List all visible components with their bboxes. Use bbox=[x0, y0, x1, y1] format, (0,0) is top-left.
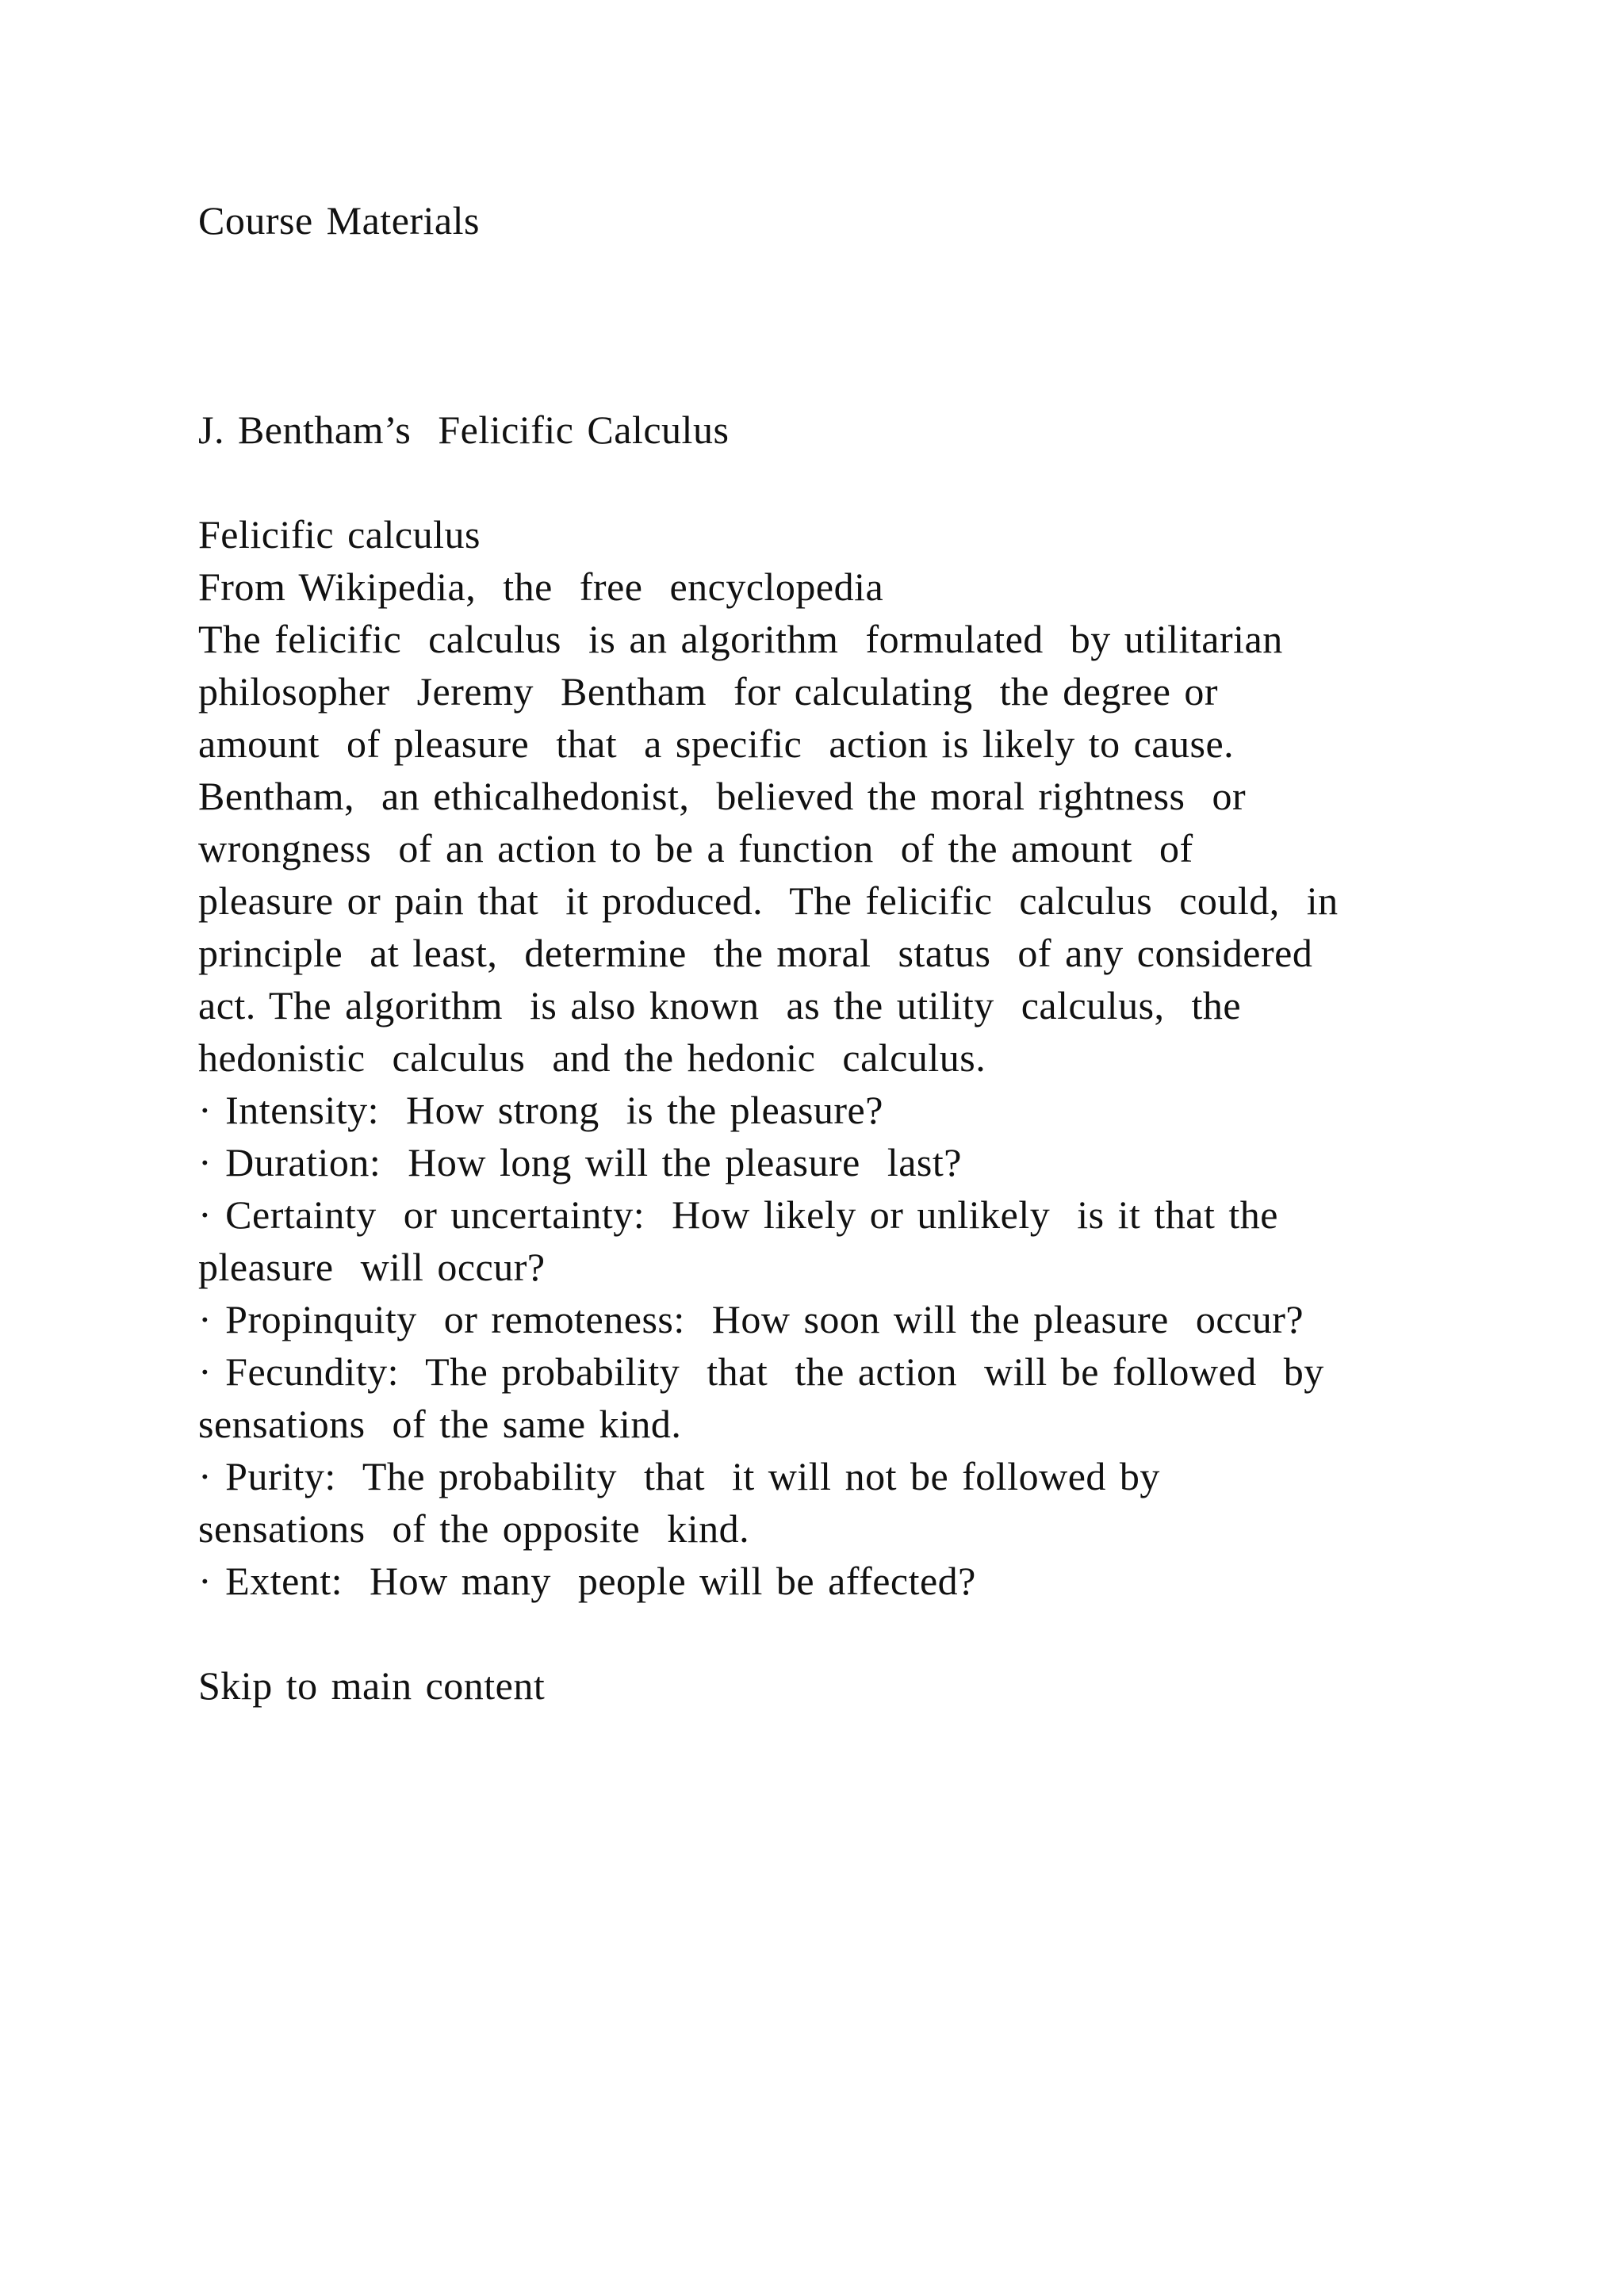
bullet-purity-cont: sensations of the opposite kind. bbox=[198, 1506, 750, 1551]
bullet-certainty: · Certainty or uncertainty: How likely or unlikely is it that the bbox=[198, 1192, 1278, 1237]
bullet-propinquity: · Propinquity or remoteness: How soon will the pleasure occur? bbox=[198, 1297, 1304, 1341]
skip-to-main-content-link[interactable]: Skip to main content bbox=[198, 1663, 546, 1708]
source-line: From Wikipedia, the free encyclopedia bbox=[198, 564, 884, 609]
bullet-fecundity: · Fecundity: The probability that the action will be followed by bbox=[198, 1349, 1324, 1394]
body-line: The felicific calculus is an algorithm formulated by utilitarian bbox=[198, 617, 1283, 661]
bullet-intensity: · Intensity: How strong is the pleasure? bbox=[198, 1088, 883, 1132]
bullet-certainty-cont: pleasure will occur? bbox=[198, 1245, 546, 1289]
body-line: philosopher Jeremy Bentham for calculating the degree or bbox=[198, 669, 1219, 714]
article-title: Felicific calculus bbox=[198, 512, 481, 557]
bullet-purity: · Purity: The probability that it will not be followed by bbox=[198, 1454, 1160, 1498]
body-line: Bentham, an ethicalhedonist, believed the moral rightness or bbox=[198, 774, 1247, 818]
course-materials-heading: Course Materials bbox=[198, 198, 480, 243]
bullet-fecundity-cont: sensations of the same kind. bbox=[198, 1402, 682, 1446]
section-title: J. Bentham’s Felicific Calculus bbox=[198, 408, 730, 452]
body-line: hedonistic calculus and the hedonic calculus. bbox=[198, 1035, 986, 1080]
body-line: pleasure or pain that it produced. The felicific calculus could, in bbox=[198, 878, 1339, 923]
body-line: act. The algorithm is also known as the utility calculus, the bbox=[198, 983, 1242, 1027]
bullet-extent: · Extent: How many people will be affected? bbox=[198, 1559, 976, 1603]
bullet-duration: · Duration: How long will the pleasure last? bbox=[198, 1140, 962, 1184]
body-line: principle at least, determine the moral status of any considered bbox=[198, 931, 1313, 975]
body-line: amount of pleasure that a specific action is likely to cause. bbox=[198, 721, 1235, 766]
body-line: wrongness of an action to be a function of the amount of bbox=[198, 826, 1193, 871]
